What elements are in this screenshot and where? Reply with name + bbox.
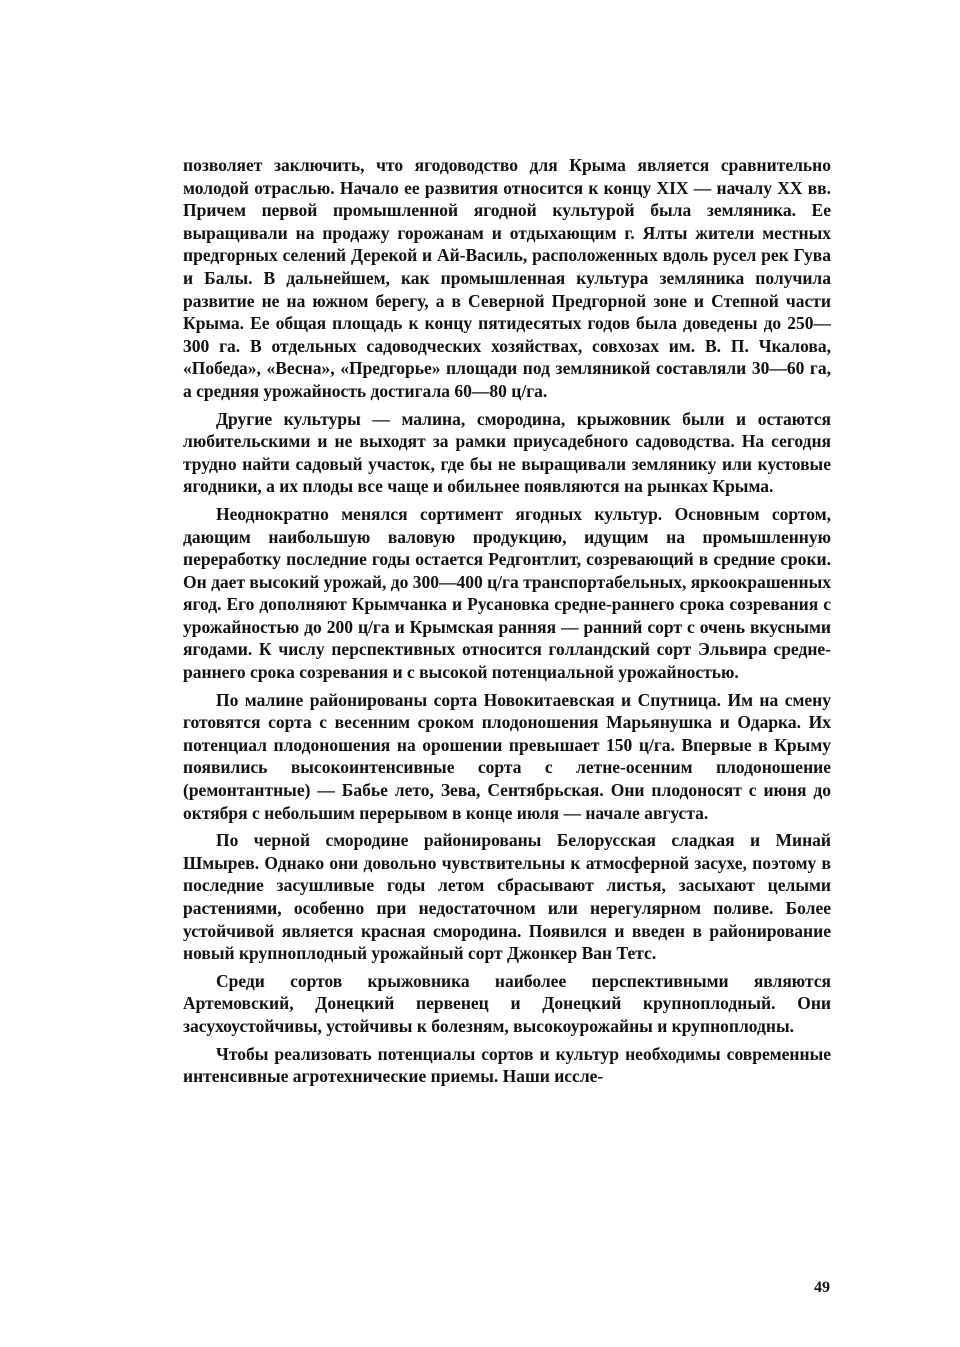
paragraph-strawberry-varieties: Неоднократно менялся сортимент ягодных культур. Основным сортом, дающим наибольшую валовую продукцию, идущим на промышленную переработку последние годы остается Редгонтлит, созревающий в средние сроки. Он дает высокий урожай, до 300—400 ц/га транспортабельных, яркоокрашенных ягод. Его дополняют Крымчанка и Русановка средне-раннего срока созревания с урожайностью до 200 ц/га и Крымская ранняя — ранний сорт с очень вкусными ягодами. К числу перспективных относится голландский сорт Эльвира средне-раннего срока созревания и с высокой потенциальной урожайностью. — [183, 503, 831, 683]
paragraph-agrotechnics: Чтобы реализовать потенциалы сортов и культур необходимы современные интенсивные агротехнические приемы. Наши иссле- — [183, 1043, 831, 1087]
paragraph-black-currant: По черной смородине районированы Белорусская сладкая и Минай Шмырев. Однако они довольно чувствительны к атмосферной засухе, поэтому в последние засушливые годы летом сбрасывают листья, засыхают целыми растениями, особенно при недостаточном или нерегулярном поливе. Более устойчивой является красная смородина. Появился и введен в районирование новый крупноплодный урожайный сорт Джонкер Ван Тетс. — [183, 830, 831, 964]
paragraph-gooseberry: Среди сортов крыжовника наиболее перспективными являются Артемовский, Донецкий первенец и Донецкий крупноплодный. Они засухоустойчивы, устойчивы к болезням, высокоурожайны и крупноплодны. — [183, 970, 831, 1036]
paragraph-raspberry: По малине районированы сорта Новокитаевская и Спутница. Им на смену готовятся сорта с весенним сроком плодоношения Марьянушка и Одарка. Их потенциал плодоношения на орошении превышает 150 ц/га. Впервые в Крыму появились высокоинтенсивные сорта с летне-осенним плодоношение (ремонтантные) — Бабье лето, Зева, Сентябрьская. Они плодоносят с июня до октября с небольшим перерывом в конце июля — начале августа. — [183, 689, 831, 823]
paragraph-other-cultures: Другие культуры — малина, смородина, крыжовник были и остаются любительскими и не выходят за рамки приусадебного садоводства. На сегодня трудно найти садовый участок, где бы не выращивали землянику или кустовые ягодники, а их плоды все чаще и обильнее появляются на рынках Крыма. — [183, 408, 831, 497]
paragraph-strawberry-history: позволяет заключить, что ягодоводство для Крыма является сравнительно молодой отраслью. Начало ее развития относится к концу XIX — началу XX вв. Причем первой промышленной ягодной культурой была земляника. Ее выращивали на продажу горожанам и отдыхающим г. Ялты жители местных предгорных селений Дерекой и Ай-Василь, расположенных вдоль русел рек Гува и Балы. В дальнейшем, как промышленная культура земляника получила развитие не на южном берегу, а в Северной Предгорной зоне и Степной части Крыма. Ее общая площадь к концу пятидесятых годов была доведены до 250—300 га. В отдельных садоводческих хозяйствах, совхозах им. В. П. Чкалова, «Победа», «Весна», «Предгорье» площади под земляникой составляли 30—60 га, а средняя урожайность достигала 60—80 ц/га. — [183, 155, 831, 401]
page-number: 49 — [814, 1279, 830, 1296]
body-text — [183, 154, 831, 1093]
